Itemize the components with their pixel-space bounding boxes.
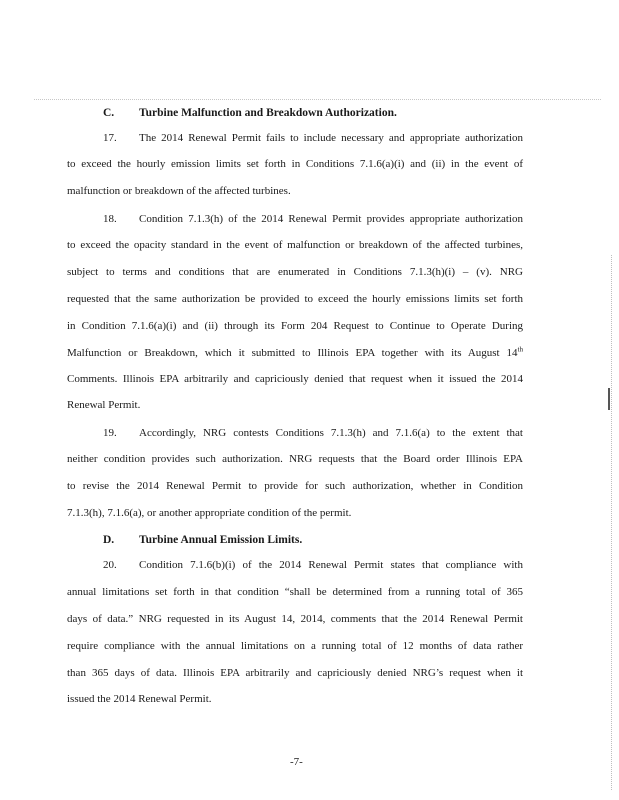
para20-line-4: require compliance with the annual limitations on a running total of 12 months of data rather [67, 640, 523, 652]
para17-line-1 [103, 131, 523, 145]
section-d-letter: D. [103, 534, 115, 546]
para17-number: 17. [103, 132, 117, 144]
section-c-title: Turbine Malfunction and Breakdown Authorization. [139, 107, 397, 119]
para20-text-1: Condition 7.1.6(b)(i) of the 2014 Renewal Permit states that compliance with [139, 559, 523, 571]
scan-artifact-dots [34, 99, 601, 100]
para20-line-3: days of data.” NRG requested in its August 14, 2014, comments that the 2014 Renewal Permit [67, 613, 523, 625]
page-number: -7- [290, 756, 303, 768]
para18-line-4: requested that the same authorization be provided to exceed the hourly emissions limits set forth [67, 293, 523, 305]
para17-line-3: malfunction or breakdown of the affected turbines. [67, 185, 291, 197]
para19-line-3: to revise the 2014 Renewal Permit to provide for such authorization, whether in Condition [67, 480, 523, 492]
para19-line-1 [103, 426, 523, 440]
para18-number: 18. [103, 213, 117, 225]
para18-line-2: to exceed the opacity standard in the event of malfunction or breakdown of the affected turbines, [67, 239, 523, 251]
para19-text-1: Accordingly, NRG contests Conditions 7.1.3(h) and 7.1.6(a) to the extent that [139, 427, 523, 439]
scan-artifact-edge [611, 255, 612, 790]
para19-line-2: neither condition provides such authorization. NRG requests that the Board order Illinois EPA [67, 453, 523, 465]
para18-line-3: subject to terms and conditions that are enumerated in Conditions 7.1.3(h)(i) – (v). NRG [67, 266, 523, 278]
scan-artifact-mark [608, 388, 610, 410]
para18-text-1: Condition 7.1.3(h) of the 2014 Renewal Permit provides appropriate authorization [139, 213, 523, 225]
para18-line-7: Comments. Illinois EPA arbitrarily and capriciously denied that request when it issued the 2014 [67, 373, 523, 385]
para20-line-6: issued the 2014 Renewal Permit. [67, 693, 212, 705]
para18-text-6: Malfunction or Breakdown, which it submitted to Illinois EPA together with its August 14 [67, 347, 518, 359]
para18-line-5: in Condition 7.1.6(a)(i) and (ii) through its Form 204 Request to Continue to Operate During [67, 320, 523, 332]
para20-line-5: than 365 days of data. Illinois EPA arbitrarily and capriciously denied NRG’s request when it [67, 667, 523, 679]
para17-text-1: The 2014 Renewal Permit fails to include necessary and appropriate authorization [139, 132, 523, 144]
para18-line-8: Renewal Permit. [67, 399, 141, 411]
para17-line-2: to exceed the hourly emission limits set forth in Conditions 7.1.6(a)(i) and (ii) in the event of [67, 158, 523, 170]
section-c-letter: C. [103, 107, 115, 119]
para18-superscript: th [517, 345, 523, 354]
para18-line-1 [103, 212, 523, 226]
section-c-heading [103, 106, 397, 120]
para19-line-4: 7.1.3(h), 7.1.6(a), or another appropriate condition of the permit. [67, 507, 352, 519]
para20-number: 20. [103, 559, 117, 571]
section-d-title: Turbine Annual Emission Limits. [139, 534, 303, 546]
para20-line-1 [103, 558, 523, 572]
para20-line-2: annual limitations set forth in that condition “shall be determined from a running total of 365 [67, 586, 523, 598]
para19-number: 19. [103, 427, 117, 439]
para18-line-6 [67, 346, 523, 360]
section-d-heading [103, 533, 302, 547]
